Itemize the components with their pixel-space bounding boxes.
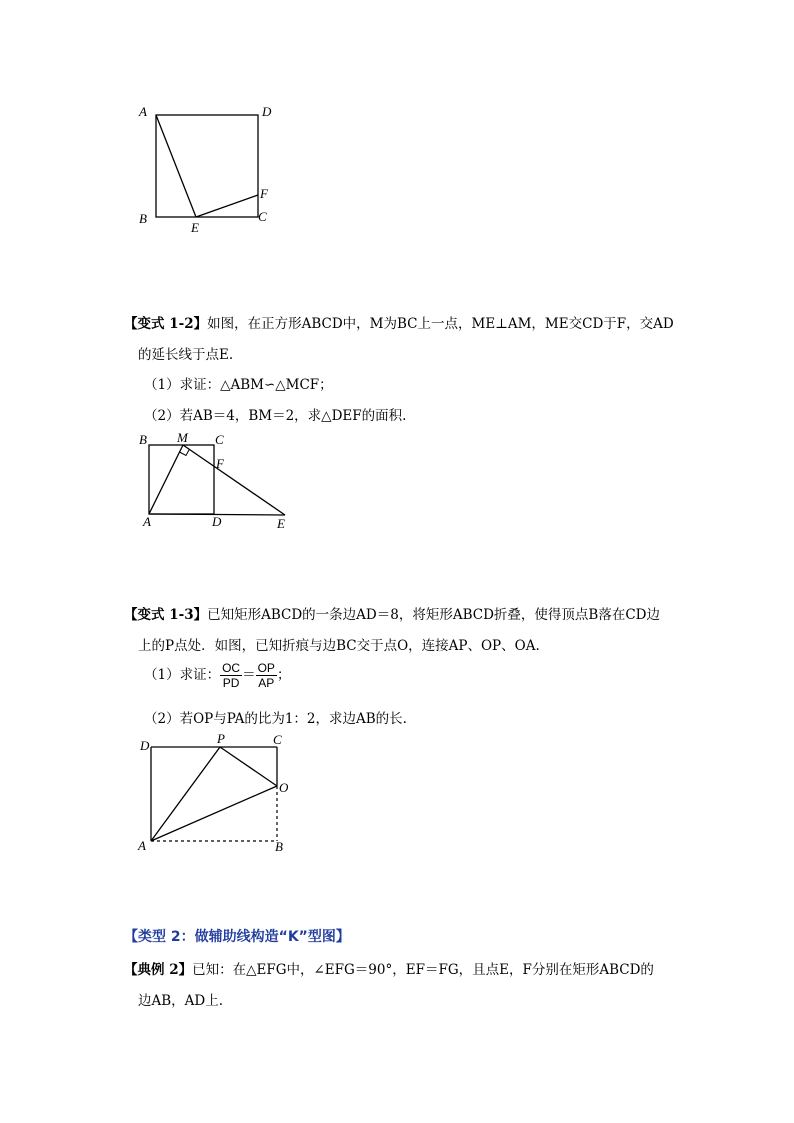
equals-sign: ＝	[242, 667, 256, 683]
label-A: A	[139, 104, 147, 119]
variant13-text1: 已知矩形ABCD的一条边AD＝8，将矩形ABCD折叠，使得顶点B落在CD边	[207, 607, 660, 623]
variant12-line1	[124, 312, 674, 332]
label-P: P	[217, 731, 225, 746]
fraction-op-ap	[256, 661, 277, 690]
frac2-denominator: AP	[258, 676, 275, 690]
q1-suffix: ；	[276, 667, 291, 683]
variant13-question2: （2）若OP与PA的比为1：2，求边AB的长.	[144, 711, 407, 727]
frac1-numerator: OC	[222, 661, 241, 675]
label-D: D	[140, 738, 150, 753]
label-C: C	[273, 732, 282, 747]
variant13-line2: 上的P点处．如图，已知折痕与边BC交于点O，连接AP、OP、OA.	[138, 638, 540, 654]
variant12-text1: 如图，在正方形ABCD中，M为BC上一点，ME⊥AM，ME交CD于F，交AD	[207, 316, 674, 332]
label-E: E	[191, 220, 199, 235]
example2-line2: 边AB，AD上.	[138, 993, 224, 1009]
variant13-tag: 【变式 1-3】	[124, 607, 208, 623]
label-A: A	[138, 838, 146, 853]
frac1-denominator: PD	[222, 676, 240, 690]
fraction-oc-pd	[220, 661, 242, 690]
label-C: C	[215, 432, 224, 447]
variant12-line2: 的延长线于点E.	[138, 347, 234, 363]
variant12-tag: 【变式 1-2】	[124, 316, 208, 332]
label-B: B	[139, 211, 147, 226]
variant12-question2: （2）若AB＝4，BM＝2，求△DEF的面积.	[144, 408, 407, 424]
figure-folded-rectangle	[132, 728, 307, 858]
example2-text1: 已知：在△EFG中，∠EFG＝90°，EF＝FG，且点E，F分别在矩形ABCD的	[192, 962, 654, 978]
frac2-numerator: OP	[257, 661, 275, 675]
type2-heading: 【类型 2：做辅助线构造“K”型图】	[124, 929, 350, 945]
label-B: B	[275, 839, 283, 854]
figure-square-me-extension	[135, 428, 305, 533]
figure-square-abcd	[130, 100, 290, 240]
label-B: B	[139, 432, 147, 447]
variant13-question1	[144, 661, 290, 690]
label-F: F	[260, 186, 268, 201]
variant12-question1: （1）求证：△ABM∽△MCF；	[144, 377, 333, 393]
label-M: M	[177, 430, 188, 445]
label-O: O	[279, 780, 289, 795]
q1-prefix: （1）求证：	[144, 667, 221, 683]
label-A: A	[143, 514, 151, 529]
example2-line1	[124, 958, 654, 978]
label-F: F	[216, 456, 224, 471]
variant13-line1	[124, 603, 660, 623]
label-D: D	[212, 514, 222, 529]
label-C: C	[258, 209, 267, 224]
label-E: E	[277, 516, 285, 531]
example2-tag: 【典例 2】	[124, 962, 193, 978]
label-D: D	[262, 104, 272, 119]
